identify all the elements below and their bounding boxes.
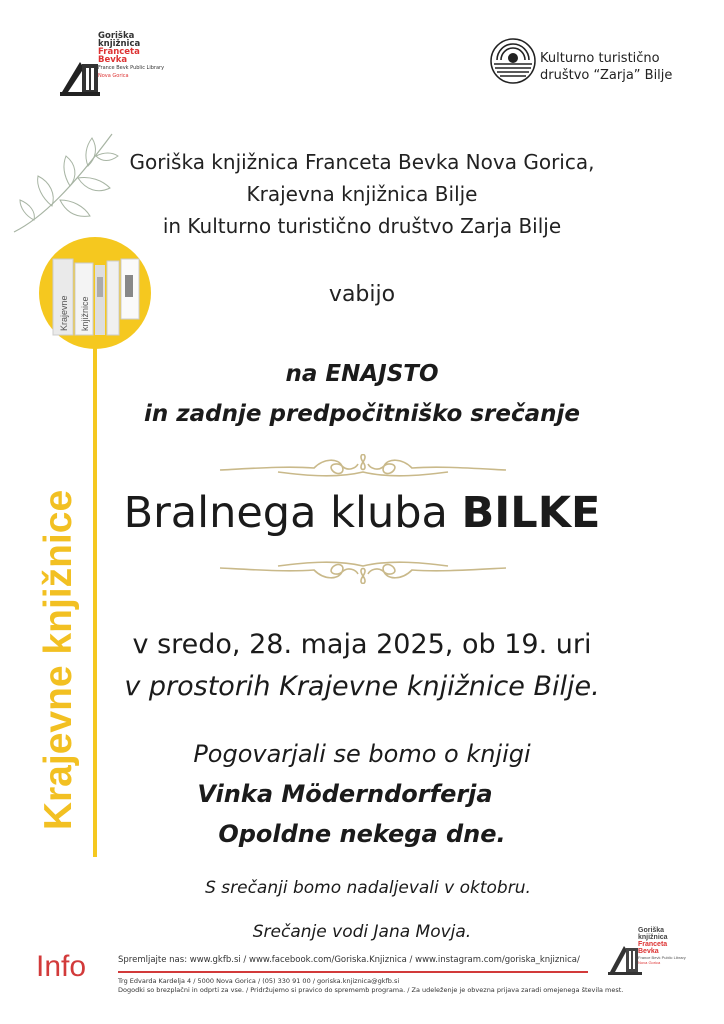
vertical-label-text: Krajevne knjižnice <box>37 489 80 831</box>
badge-book-1-label: Krajevne <box>59 295 69 331</box>
footer-divider <box>118 971 588 973</box>
meeting-line-1: na ENAJSTO <box>285 361 439 387</box>
library-building-icon-small <box>608 922 712 978</box>
footer-logo-english: France Bevk Public Library <box>638 955 686 960</box>
topic-title: Opoldne nekega dne. <box>218 820 506 848</box>
topic-intro: Pogovarjali se bomo o knjigi <box>193 740 531 768</box>
moderator-text: Srečanje vodi Jana Movja. <box>252 922 472 942</box>
event-place: v prostorih Krajevne knjižnice Bilje. <box>124 671 600 702</box>
topic-author: Vinka Möderndorferja <box>197 780 493 808</box>
library-logo-footer <box>608 922 712 978</box>
info-label: Info <box>36 950 87 983</box>
hosts <box>0 146 724 242</box>
footer-logo-line-1: Goriška <box>638 927 665 934</box>
hosts-line-2: Krajevna knjižnica Bilje <box>246 182 478 206</box>
society-line-2: društvo “Zarja” Bilje <box>540 68 673 83</box>
sunrise-circle-icon <box>488 36 538 86</box>
hosts-line-3: in Kulturno turistično društvo Zarja Bilje <box>162 214 562 238</box>
ornament-top-icon <box>218 454 508 482</box>
footer-logo-line-4: Bevka <box>638 948 659 955</box>
footer-address: Trg Edvarda Kardelja 4 / 5000 Nova Gorica / (05) 330 91 00 / goriska.knjiznica@gkfb.si <box>118 977 400 985</box>
library-logo-text <box>98 32 164 80</box>
library-building-icon <box>58 42 102 100</box>
footer-logo-city: Nova Gorica <box>638 960 661 965</box>
society-line-1: Kulturno turistično <box>540 51 660 66</box>
footer-follow-links[interactable]: Spremljajte nas: www.gkfb.si / www.facebook.com/Goriska.Knjiznica / www.instagram.com/goriska_knjiznica/ <box>118 955 580 965</box>
society-logo <box>488 36 673 92</box>
topic <box>0 734 724 854</box>
logo-line-3: Franceta <box>98 47 140 57</box>
meeting-text <box>0 354 724 434</box>
club-prefix: Bralnega kluba <box>123 488 448 538</box>
hosts-line-1: Goriška knjižnica Franceta Bevka Nova Gorica, <box>129 150 595 174</box>
footer-note: Dogodki so brezplačni in odprti za vse. / Pridržujemo si pravico do sprememb programa. / Za udeleženje je obvezna prijava zaradi omejenega števila mest. <box>118 986 624 994</box>
logo-city: Nova Gorica <box>98 73 129 79</box>
footer-logo-line-2: knjižnica <box>638 934 668 941</box>
logo-line-2: knjižnica <box>98 39 141 49</box>
club-name: BILKE <box>461 488 601 538</box>
ornament-bottom-icon <box>218 556 508 584</box>
club-title <box>0 488 724 538</box>
followup-text: S srečanji bomo nadaljevali v oktobru. <box>205 878 531 898</box>
event-date: v sredo, 28. maja 2025, ob 19. uri <box>132 629 592 660</box>
event-when <box>0 624 724 708</box>
footer-contacts <box>118 955 624 995</box>
logo-english: France Bevk Public Library <box>98 65 165 71</box>
meeting-line-2: in zadnje predpočitniško srečanje <box>143 401 581 427</box>
logo-line-1: Goriška <box>98 31 135 41</box>
footer-logo-line-3: Franceta <box>638 941 668 948</box>
library-logo <box>58 28 198 104</box>
badge-book-2-label: knjižnice <box>80 296 90 331</box>
invite-text: vabijo <box>328 282 396 307</box>
logo-line-4: Bevka <box>98 55 128 65</box>
society-name <box>540 50 672 84</box>
